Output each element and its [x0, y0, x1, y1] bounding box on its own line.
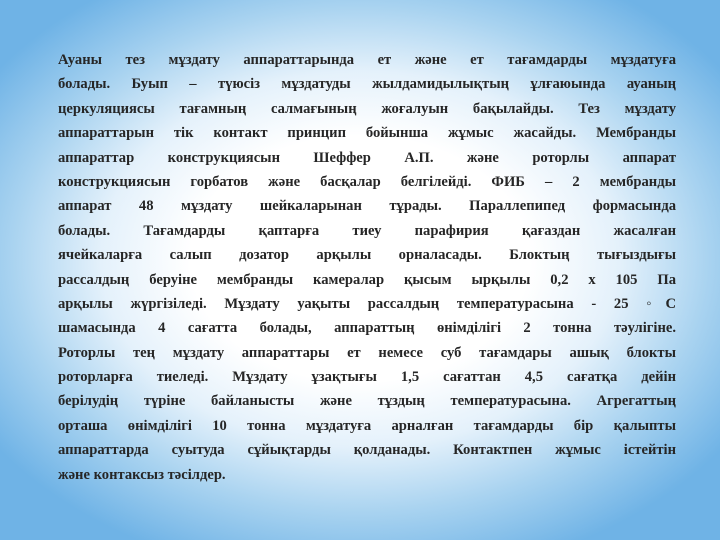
text-line: аппараттарын тік контакт принцип бойынша жұмыс жасайды. Мембранды — [58, 125, 676, 142]
text-line: роторларға тиеледі. Мұздату ұзақтығы 1,5 сағаттан 4,5 сағатқа дейін — [58, 369, 676, 386]
text-line: церкуляциясы тағамның салмағының жоғалуын бақылайды. Тез мұздату — [58, 100, 676, 117]
text-line: аппараттар конструкциясын Шеффер А.П. және роторлы аппарат — [58, 149, 676, 166]
text-line: ячейкаларға салып дозатор арқылы орналасады. Блоктың тығыздығы — [58, 247, 676, 264]
text-line: шамасында 4 сағатта болады, аппараттың өнімділігі 2 тонна тәулігіне. — [58, 320, 676, 337]
text-line: конструкциясын горбатов және басқалар белгілейді. ФИБ – 2 мембранды — [58, 173, 676, 190]
text-line: рассалдың беруіне мембранды камералар қысым ырқылы 0,2 х 105 Па — [58, 271, 676, 288]
text-line: Роторлы тең мұздату аппараттары ет немесе суб тағамдары ашық блокты — [58, 344, 676, 361]
text-line: Ауаны тез мұздату аппараттарында ет және ет тағамдарды мұздатуға — [58, 52, 676, 68]
text-line: болады. Тағамдарды қаптарға тиеу парафирия қағаздан жасалған — [58, 222, 676, 239]
text-line: берілудің түріне байланысты және тұздың температурасына. Агрегаттың — [58, 393, 676, 410]
body-text — [58, 48, 676, 487]
text-line: арқылы жүргізіледі. Мұздату уақыты рассалдың температурасына - 25 ◦С — [58, 295, 676, 312]
text-line: болады. Буып – түюсіз мұздатуды жылдамидылықтың ұлғаюында ауаның — [58, 76, 676, 93]
text-line: аппарат 48 мұздату шейкаларынан тұрады. Параллепипед формасында — [58, 198, 676, 215]
text-line: орташа өнімділігі 10 тонна мұздатуға арналған тағамдарды бір қалыпты — [58, 417, 676, 434]
text-line: аппараттарда суытуда сұйықтарды қолданады. Контактпен жұмыс істейтін — [58, 442, 676, 459]
text-line-last: және контаксыз тәсілдер. — [58, 466, 226, 483]
